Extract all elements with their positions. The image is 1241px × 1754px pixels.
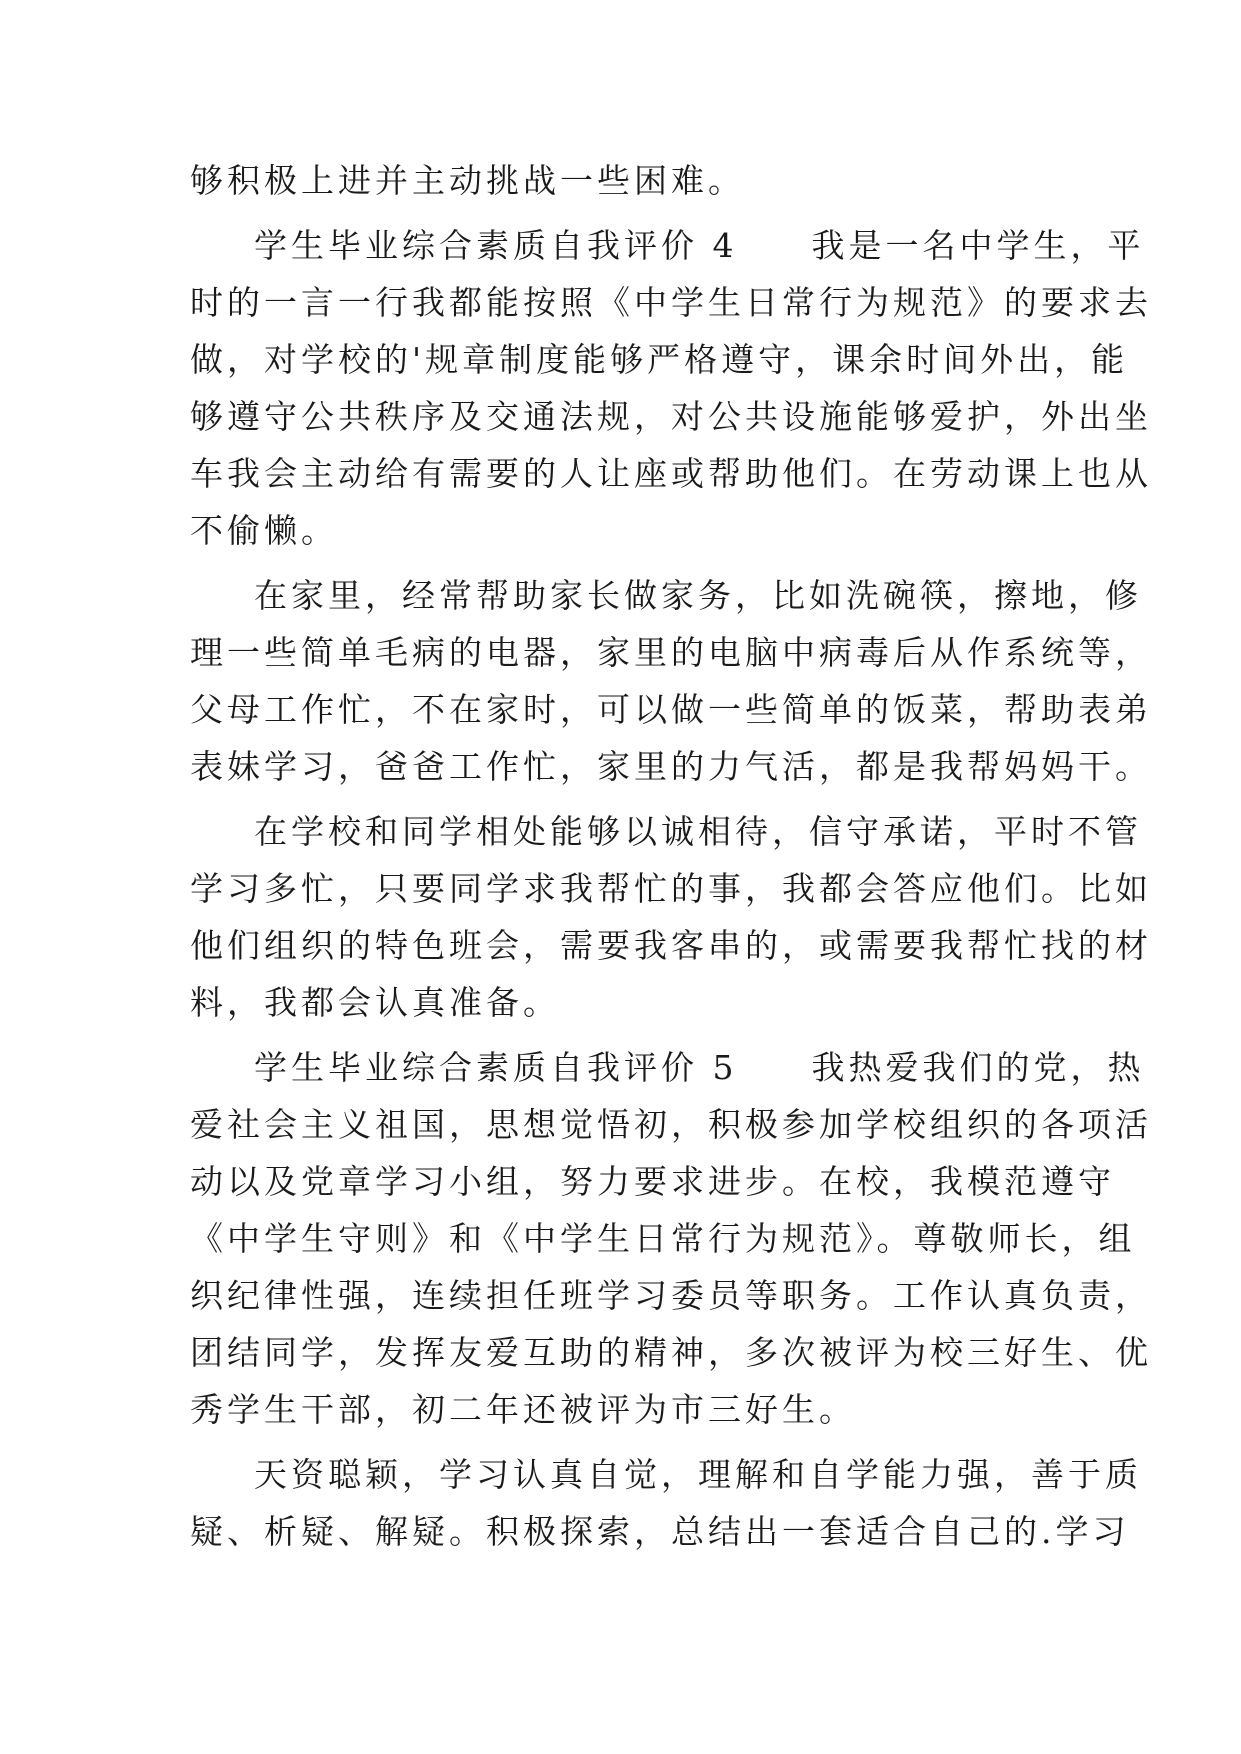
paragraph-at-school [190,803,1152,1031]
text-line: 时的一言一行我都能按照《中学生日常行为规范》的要求去 [190,283,1152,322]
paragraph-study [190,1446,1142,1560]
text-line: 父母工作忙，不在家时，可以做一些简单的饭菜，帮助表弟 [190,690,1152,729]
text-line: 秀学生干部，初二年还被评为市三好生。 [190,1390,856,1429]
paragraph-self-evaluation-4 [190,217,1152,559]
text-line: 学生毕业综合素质自我评价 5 我热爱我们的党，热 [254,1048,1145,1087]
text-line: 织纪律性强，连续担任班学习委员等职务。工作认真负责， [190,1276,1152,1315]
text-line: 爱社会主义祖国，思想觉悟初，积极参加学校组织的各项活 [190,1105,1152,1144]
text-line: 他们组织的特色班会，需要我客串的，或需要我帮忙找的材 [190,926,1152,965]
text-line: 学生毕业综合素质自我评价 4 我是一名中学生，平 [254,226,1145,265]
text-line: 学习多忙，只要同学求我帮忙的事，我都会答应他们。比如 [190,869,1152,908]
text-line: 动以及党章学习小组，努力要求进步。在校，我模范遵守 [190,1162,1115,1201]
text-line: 表妹学习，爸爸工作忙，家里的力气活，都是我帮妈妈干。 [190,747,1152,786]
text-line: 料，我都会认真准备。 [190,983,560,1022]
document-body [190,152,1152,1568]
paragraph-self-evaluation-5 [190,1039,1152,1438]
text-line: 理一些简单毛病的电器，家里的电脑中病毒后从作系统等， [190,633,1152,672]
text-line: 团结同学，发挥友爱互助的精神，多次被评为校三好生、优 [190,1333,1152,1372]
text-line: 在家里，经常帮助家长做家务，比如洗碗筷，擦地，修 [254,576,1142,615]
paragraph-1 [190,152,1070,209]
text-line: 车我会主动给有需要的人让座或帮助他们。在劳动课上也从 [190,454,1152,493]
text-line: 够积极上进并主动挑战一些困难。 [190,161,745,200]
text-line: 疑、析疑、解疑。积极探索，总结出一套适合自己的.学习 [190,1512,1130,1551]
text-line: 做，对学校的'规章制度能够严格遵守，课余时间外出，能 [190,340,1129,379]
text-line: 《中学生守则》和《中学生日常行为规范》。尊敬师长，组 [190,1219,1136,1258]
text-line: 不偷懒。 [190,511,338,550]
text-line: 天资聪颖，学习认真自觉，理解和自学能力强，善于质 [254,1455,1142,1494]
paragraph-at-home [190,567,1152,795]
text-line: 够遵守公共秩序及交通法规，对公共设施能够爱护，外出坐 [190,397,1152,436]
text-line: 在学校和同学相处能够以诚相待，信守承诺，平时不管 [254,812,1142,851]
